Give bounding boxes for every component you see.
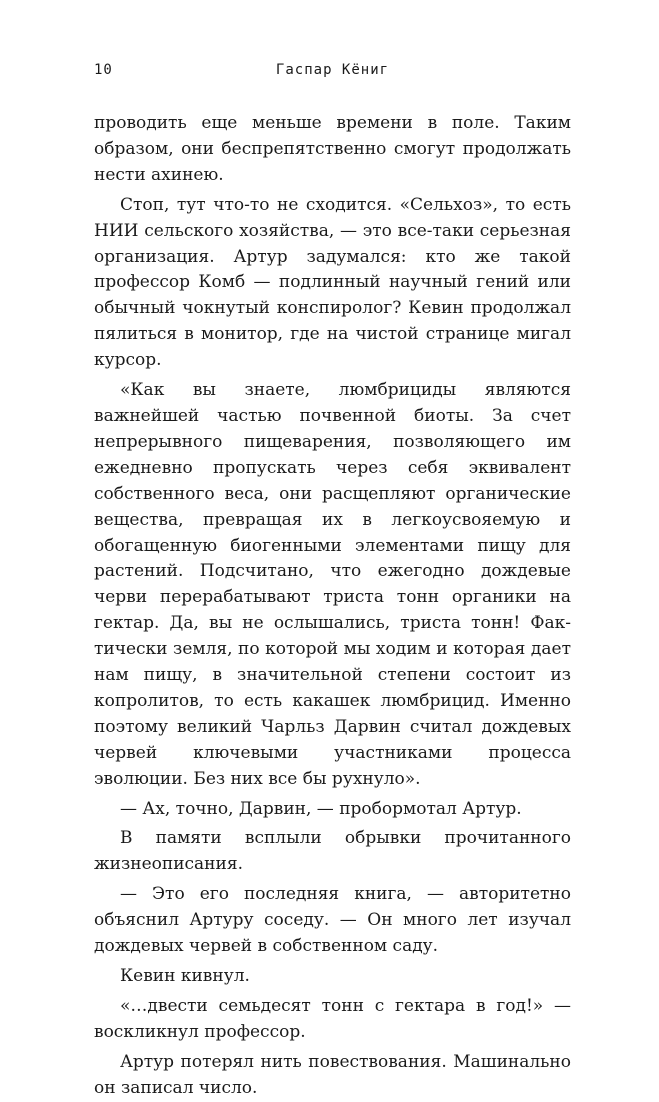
paragraph: «Как вы знаете, люмбрициды являются важнейшей частью почвенной биоты. За счет непрерывного пищеварения, позволяющего им ежедневно пропускать через себя эквивалент собственного веса, они расщепляют органические вещества, превращая их в легкоусвояемую и обогащенную биогенными элементами пищу для растений. Подсчитано, что ежегодно дождевые черви перерабатывают триста тонн органики на гектар. Да, вы не ослышались, триста тонн! Фактически земля, по которой мы ходим и которая дает нам пищу, в значительной степени состоит из копролитов, то есть какашек люмбрицид. Именно поэтому великий Чарльз Дарвин считал дождевых червей ключевыми участниками процесса эволюции. Без них все бы рухнуло». bbox=[94, 380, 571, 789]
paragraph: «…двести семьдесят тонн с гектара в год!» — воскликнул профессор. bbox=[94, 995, 571, 1042]
paragraph: проводить еще меньше времени в поле. Таким образом, они беспрепятственно смогут продолжать нести ахинею. bbox=[94, 113, 571, 185]
running-header bbox=[94, 62, 571, 84]
paragraph: Кевин кивнул. bbox=[120, 966, 250, 986]
paragraph: — Ах, точно, Дарвин, — пробормотал Артур. bbox=[120, 798, 522, 819]
paragraph: В памяти всплыли обрывки прочитанного жизнеописания. bbox=[94, 828, 571, 875]
paragraph: — Это его последняя книга, — авторитетно объяснил Артуру соседу. — Он много лет изучал дождевых червей в собственном саду. bbox=[94, 884, 571, 957]
paragraph: Артур потерял нить повествования. Машинально он записал число. bbox=[94, 1051, 571, 1098]
running-title: Гаспар Кёниг bbox=[275, 62, 390, 78]
paragraph: Стоп, тут что-то не сходится. «Сельхоз», то есть НИИ сельского хозяйства, — это все-таки серьезная организация. Артур задумался: кто же такой профессор Комб — подлинный научный гений или обычный чокнутый конспиролог? Кевин продолжал пялиться в монитор, где на чистой странице мигал курсор. bbox=[94, 194, 571, 371]
page-number: 10 bbox=[94, 62, 113, 78]
body-text bbox=[94, 111, 571, 1102]
